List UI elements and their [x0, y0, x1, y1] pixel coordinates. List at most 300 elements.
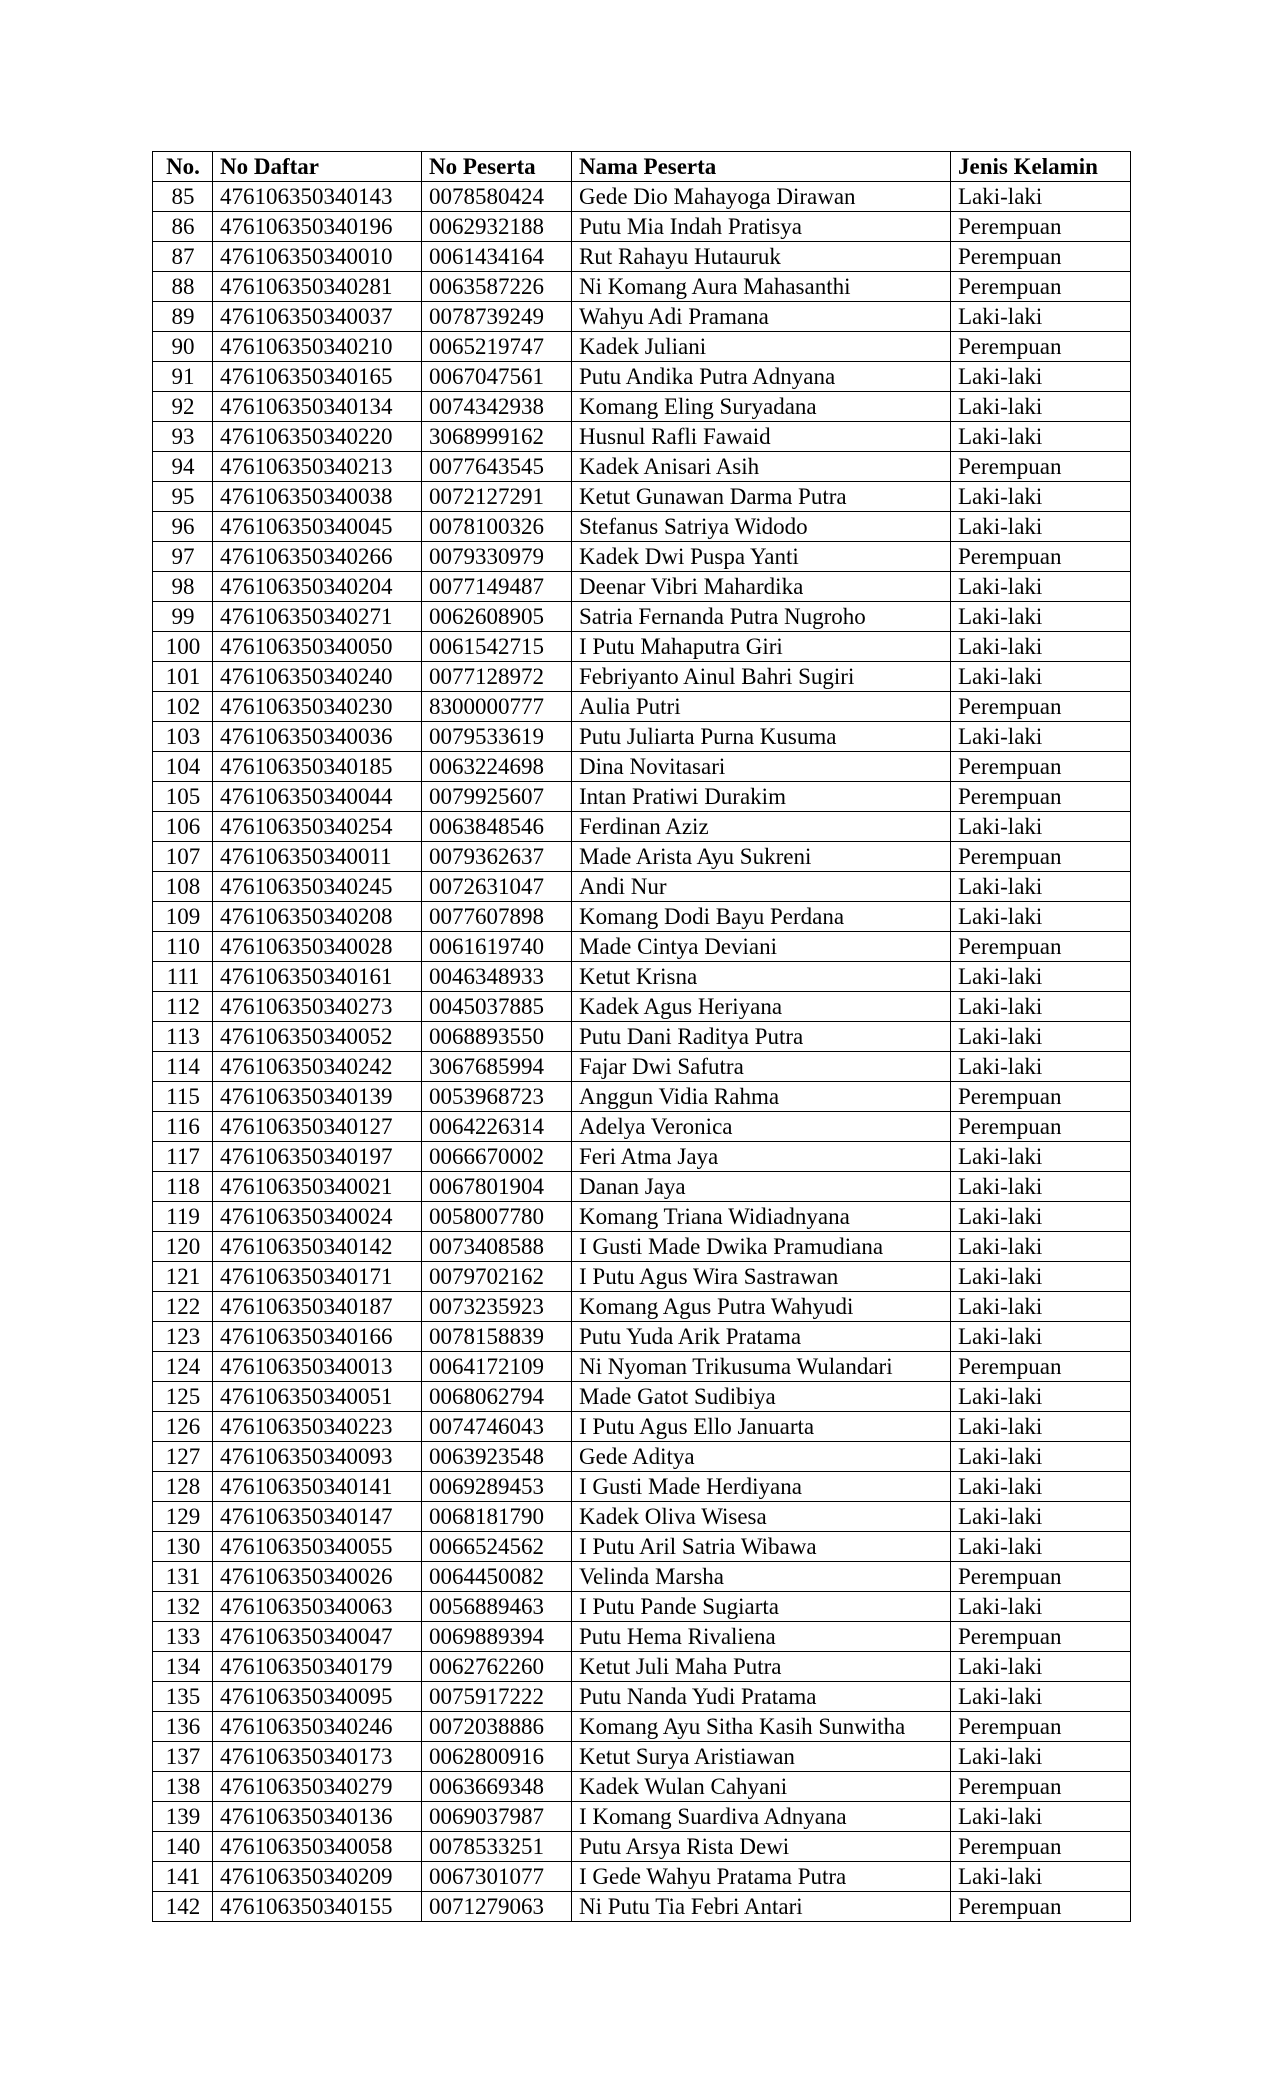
table-row: [153, 842, 1131, 872]
cell-nama-peserta: Anggun Vidia Rahma: [572, 1082, 951, 1112]
cell-nama-peserta: Putu Yuda Arik Pratama: [572, 1322, 951, 1352]
table-row: [153, 1622, 1131, 1652]
cell-nama-peserta: Ni Nyoman Trikusuma Wulandari: [572, 1352, 951, 1382]
cell-jenis-kelamin: Laki-laki: [951, 1472, 1131, 1502]
cell-no-peserta: 0066670002: [422, 1142, 572, 1172]
cell-no-daftar: 476106350340063: [213, 1592, 422, 1622]
cell-no-daftar: 476106350340052: [213, 1022, 422, 1052]
cell-nama-peserta: Stefanus Satriya Widodo: [572, 512, 951, 542]
cell-jenis-kelamin: Laki-laki: [951, 602, 1131, 632]
cell-jenis-kelamin: Perempuan: [951, 242, 1131, 272]
cell-no-peserta: 0064172109: [422, 1352, 572, 1382]
cell-nama-peserta: Fajar Dwi Safutra: [572, 1052, 951, 1082]
table-row: [153, 512, 1131, 542]
cell-no-daftar: 476106350340271: [213, 602, 422, 632]
table-row: [153, 1082, 1131, 1112]
cell-no-peserta: 0079362637: [422, 842, 572, 872]
cell-jenis-kelamin: Laki-laki: [951, 1262, 1131, 1292]
table-row: [153, 542, 1131, 572]
table-row: [153, 1262, 1131, 1292]
cell-no-daftar: 476106350340246: [213, 1712, 422, 1742]
cell-jenis-kelamin: Laki-laki: [951, 1862, 1131, 1892]
cell-no-daftar: 476106350340196: [213, 212, 422, 242]
cell-jenis-kelamin: Laki-laki: [951, 1202, 1131, 1232]
table-row: [153, 1022, 1131, 1052]
table-row: [153, 1592, 1131, 1622]
table-header: [153, 152, 1131, 182]
cell-no-peserta: 0064226314: [422, 1112, 572, 1142]
cell-no-peserta: 0079533619: [422, 722, 572, 752]
cell-no: 109: [153, 902, 213, 932]
cell-no-daftar: 476106350340187: [213, 1292, 422, 1322]
cell-no: 90: [153, 332, 213, 362]
table-row: [153, 1322, 1131, 1352]
cell-no-peserta: 0079702162: [422, 1262, 572, 1292]
cell-nama-peserta: Dina Novitasari: [572, 752, 951, 782]
cell-no: 115: [153, 1082, 213, 1112]
cell-no-daftar: 476106350340210: [213, 332, 422, 362]
cell-no-peserta: 0078580424: [422, 182, 572, 212]
cell-nama-peserta: Ketut Gunawan Darma Putra: [572, 482, 951, 512]
cell-nama-peserta: Intan Pratiwi Durakim: [572, 782, 951, 812]
cell-no: 124: [153, 1352, 213, 1382]
cell-no-peserta: 0077128972: [422, 662, 572, 692]
cell-no-daftar: 476106350340058: [213, 1832, 422, 1862]
cell-jenis-kelamin: Laki-laki: [951, 1592, 1131, 1622]
cell-no: 87: [153, 242, 213, 272]
cell-jenis-kelamin: Laki-laki: [951, 1532, 1131, 1562]
cell-no-daftar: 476106350340010: [213, 242, 422, 272]
table-row: [153, 362, 1131, 392]
cell-nama-peserta: Ni Putu Tia Febri Antari: [572, 1892, 951, 1922]
table-row: [153, 1442, 1131, 1472]
cell-no-daftar: 476106350340230: [213, 692, 422, 722]
cell-no-peserta: 0078739249: [422, 302, 572, 332]
header-jenis-kelamin: Jenis Kelamin: [951, 152, 1131, 182]
cell-no-peserta: 0063224698: [422, 752, 572, 782]
cell-no-daftar: 476106350340147: [213, 1502, 422, 1532]
cell-nama-peserta: Ni Komang Aura Mahasanthi: [572, 272, 951, 302]
cell-no-peserta: 0062608905: [422, 602, 572, 632]
cell-no: 88: [153, 272, 213, 302]
cell-no-daftar: 476106350340279: [213, 1772, 422, 1802]
table-row: [153, 482, 1131, 512]
cell-no-peserta: 0068181790: [422, 1502, 572, 1532]
cell-jenis-kelamin: Laki-laki: [951, 1442, 1131, 1472]
cell-no-daftar: 476106350340273: [213, 992, 422, 1022]
table-row: [153, 872, 1131, 902]
table-row: [153, 752, 1131, 782]
table-row: [153, 722, 1131, 752]
cell-no: 99: [153, 602, 213, 632]
table-row: [153, 1502, 1131, 1532]
table-row: [153, 392, 1131, 422]
cell-no: 134: [153, 1652, 213, 1682]
cell-nama-peserta: I Gusti Made Dwika Pramudiana: [572, 1232, 951, 1262]
cell-jenis-kelamin: Laki-laki: [951, 482, 1131, 512]
cell-jenis-kelamin: Laki-laki: [951, 902, 1131, 932]
table-row: [153, 332, 1131, 362]
table-row: [153, 1652, 1131, 1682]
table-row: [153, 242, 1131, 272]
cell-no: 129: [153, 1502, 213, 1532]
cell-no-daftar: 476106350340240: [213, 662, 422, 692]
cell-jenis-kelamin: Laki-laki: [951, 1232, 1131, 1262]
cell-jenis-kelamin: Laki-laki: [951, 1682, 1131, 1712]
cell-jenis-kelamin: Laki-laki: [951, 422, 1131, 452]
cell-nama-peserta: I Putu Aril Satria Wibawa: [572, 1532, 951, 1562]
cell-no-daftar: 476106350340028: [213, 932, 422, 962]
cell-nama-peserta: Kadek Juliani: [572, 332, 951, 362]
cell-no: 94: [153, 452, 213, 482]
cell-jenis-kelamin: Perempuan: [951, 1562, 1131, 1592]
cell-no: 140: [153, 1832, 213, 1862]
cell-no-peserta: 0078100326: [422, 512, 572, 542]
table-row: [153, 1382, 1131, 1412]
cell-jenis-kelamin: Laki-laki: [951, 1742, 1131, 1772]
cell-jenis-kelamin: Laki-laki: [951, 1652, 1131, 1682]
cell-nama-peserta: Wahyu Adi Pramana: [572, 302, 951, 332]
cell-no: 139: [153, 1802, 213, 1832]
table-row: [153, 1772, 1131, 1802]
cell-jenis-kelamin: Perempuan: [951, 1352, 1131, 1382]
cell-nama-peserta: Febriyanto Ainul Bahri Sugiri: [572, 662, 951, 692]
cell-no-peserta: 0078533251: [422, 1832, 572, 1862]
cell-nama-peserta: Komang Ayu Sitha Kasih Sunwitha: [572, 1712, 951, 1742]
cell-no-daftar: 476106350340127: [213, 1112, 422, 1142]
cell-no-peserta: 0078158839: [422, 1322, 572, 1352]
cell-no-peserta: 0069289453: [422, 1472, 572, 1502]
table-row: [153, 212, 1131, 242]
cell-no-daftar: 476106350340245: [213, 872, 422, 902]
cell-no-peserta: 8300000777: [422, 692, 572, 722]
table-row: [153, 932, 1131, 962]
cell-no: 108: [153, 872, 213, 902]
cell-nama-peserta: Kadek Oliva Wisesa: [572, 1502, 951, 1532]
cell-no: 118: [153, 1172, 213, 1202]
cell-nama-peserta: Komang Eling Suryadana: [572, 392, 951, 422]
cell-nama-peserta: I Putu Agus Ello Januarta: [572, 1412, 951, 1442]
cell-no-daftar: 476106350340136: [213, 1802, 422, 1832]
cell-jenis-kelamin: Perempuan: [951, 752, 1131, 782]
cell-no-peserta: 0061542715: [422, 632, 572, 662]
cell-no: 131: [153, 1562, 213, 1592]
cell-no-daftar: 476106350340142: [213, 1232, 422, 1262]
cell-no: 105: [153, 782, 213, 812]
header-row: [153, 152, 1131, 182]
cell-no-peserta: 0067301077: [422, 1862, 572, 1892]
cell-no-daftar: 476106350340161: [213, 962, 422, 992]
cell-no: 142: [153, 1892, 213, 1922]
table-row: [153, 1412, 1131, 1442]
cell-nama-peserta: Deenar Vibri Mahardika: [572, 572, 951, 602]
cell-no: 96: [153, 512, 213, 542]
table-row: [153, 1292, 1131, 1322]
cell-no-peserta: 0063923548: [422, 1442, 572, 1472]
cell-nama-peserta: Made Arista Ayu Sukreni: [572, 842, 951, 872]
cell-no-daftar: 476106350340045: [213, 512, 422, 542]
cell-no-peserta: 0067801904: [422, 1172, 572, 1202]
cell-nama-peserta: Putu Andika Putra Adnyana: [572, 362, 951, 392]
cell-no: 92: [153, 392, 213, 422]
cell-no: 119: [153, 1202, 213, 1232]
table-row: [153, 1142, 1131, 1172]
cell-nama-peserta: I Komang Suardiva Adnyana: [572, 1802, 951, 1832]
cell-nama-peserta: Aulia Putri: [572, 692, 951, 722]
cell-jenis-kelamin: Perempuan: [951, 1082, 1131, 1112]
cell-jenis-kelamin: Laki-laki: [951, 572, 1131, 602]
cell-no-daftar: 476106350340021: [213, 1172, 422, 1202]
cell-no-daftar: 476106350340013: [213, 1352, 422, 1382]
cell-no: 128: [153, 1472, 213, 1502]
cell-no-peserta: 0063848546: [422, 812, 572, 842]
cell-no: 123: [153, 1322, 213, 1352]
cell-jenis-kelamin: Laki-laki: [951, 812, 1131, 842]
cell-no-peserta: 0073408588: [422, 1232, 572, 1262]
cell-no: 114: [153, 1052, 213, 1082]
header-no-peserta: No Peserta: [422, 152, 572, 182]
cell-no-daftar: 476106350340254: [213, 812, 422, 842]
cell-no-peserta: 0071279063: [422, 1892, 572, 1922]
cell-nama-peserta: I Gusti Made Herdiyana: [572, 1472, 951, 1502]
table-row: [153, 1892, 1131, 1922]
cell-no-peserta: 0058007780: [422, 1202, 572, 1232]
table-row: [153, 602, 1131, 632]
header-no: No.: [153, 152, 213, 182]
cell-no: 117: [153, 1142, 213, 1172]
cell-no: 137: [153, 1742, 213, 1772]
cell-nama-peserta: Kadek Wulan Cahyani: [572, 1772, 951, 1802]
cell-no: 103: [153, 722, 213, 752]
table-row: [153, 272, 1131, 302]
cell-nama-peserta: Kadek Anisari Asih: [572, 452, 951, 482]
cell-no: 102: [153, 692, 213, 722]
cell-no-peserta: 0062762260: [422, 1652, 572, 1682]
cell-no-daftar: 476106350340095: [213, 1682, 422, 1712]
cell-no: 100: [153, 632, 213, 662]
cell-jenis-kelamin: Perempuan: [951, 1832, 1131, 1862]
header-nama-peserta: Nama Peserta: [572, 152, 951, 182]
cell-no-peserta: 0046348933: [422, 962, 572, 992]
table-row: [153, 992, 1131, 1022]
cell-jenis-kelamin: Perempuan: [951, 452, 1131, 482]
cell-no: 91: [153, 362, 213, 392]
cell-no-peserta: 3067685994: [422, 1052, 572, 1082]
cell-no-daftar: 476106350340038: [213, 482, 422, 512]
cell-no-daftar: 476106350340208: [213, 902, 422, 932]
cell-jenis-kelamin: Perempuan: [951, 542, 1131, 572]
cell-jenis-kelamin: Laki-laki: [951, 362, 1131, 392]
cell-no-daftar: 476106350340024: [213, 1202, 422, 1232]
table-row: [153, 1232, 1131, 1262]
cell-no-peserta: 0062932188: [422, 212, 572, 242]
cell-nama-peserta: Adelya Veronica: [572, 1112, 951, 1142]
table-row: [153, 452, 1131, 482]
cell-nama-peserta: Feri Atma Jaya: [572, 1142, 951, 1172]
table-row: [153, 1352, 1131, 1382]
cell-no-daftar: 476106350340213: [213, 452, 422, 482]
cell-no-daftar: 476106350340055: [213, 1532, 422, 1562]
cell-no-daftar: 476106350340197: [213, 1142, 422, 1172]
cell-jenis-kelamin: Perempuan: [951, 782, 1131, 812]
cell-nama-peserta: Putu Juliarta Purna Kusuma: [572, 722, 951, 752]
table-row: [153, 1862, 1131, 1892]
cell-jenis-kelamin: Perempuan: [951, 212, 1131, 242]
cell-no-daftar: 476106350340179: [213, 1652, 422, 1682]
cell-jenis-kelamin: Laki-laki: [951, 1022, 1131, 1052]
cell-no-daftar: 476106350340171: [213, 1262, 422, 1292]
cell-jenis-kelamin: Perempuan: [951, 272, 1131, 302]
cell-no-peserta: 0077607898: [422, 902, 572, 932]
cell-nama-peserta: Gede Aditya: [572, 1442, 951, 1472]
cell-jenis-kelamin: Perempuan: [951, 842, 1131, 872]
cell-no: 101: [153, 662, 213, 692]
table-row: [153, 812, 1131, 842]
cell-no-daftar: 476106350340242: [213, 1052, 422, 1082]
cell-nama-peserta: Ferdinan Aziz: [572, 812, 951, 842]
cell-nama-peserta: Made Gatot Sudibiya: [572, 1382, 951, 1412]
cell-jenis-kelamin: Laki-laki: [951, 1172, 1131, 1202]
cell-no: 86: [153, 212, 213, 242]
cell-jenis-kelamin: Laki-laki: [951, 1802, 1131, 1832]
cell-no-daftar: 476106350340093: [213, 1442, 422, 1472]
cell-no-daftar: 476106350340141: [213, 1472, 422, 1502]
cell-no: 93: [153, 422, 213, 452]
header-no-daftar: No Daftar: [213, 152, 422, 182]
cell-jenis-kelamin: Perempuan: [951, 1772, 1131, 1802]
cell-no-peserta: 0077149487: [422, 572, 572, 602]
table-row: [153, 632, 1131, 662]
cell-no-peserta: 0077643545: [422, 452, 572, 482]
cell-jenis-kelamin: Perempuan: [951, 332, 1131, 362]
cell-no-peserta: 0075917222: [422, 1682, 572, 1712]
cell-no-daftar: 476106350340134: [213, 392, 422, 422]
cell-no: 113: [153, 1022, 213, 1052]
cell-jenis-kelamin: Laki-laki: [951, 1142, 1131, 1172]
table-row: [153, 1562, 1131, 1592]
cell-no: 89: [153, 302, 213, 332]
cell-no-daftar: 476106350340185: [213, 752, 422, 782]
cell-nama-peserta: Komang Triana Widiadnyana: [572, 1202, 951, 1232]
cell-no: 85: [153, 182, 213, 212]
cell-no-peserta: 0072038886: [422, 1712, 572, 1742]
cell-no-daftar: 476106350340209: [213, 1862, 422, 1892]
cell-nama-peserta: Ketut Juli Maha Putra: [572, 1652, 951, 1682]
cell-nama-peserta: Komang Agus Putra Wahyudi: [572, 1292, 951, 1322]
cell-nama-peserta: I Putu Mahaputra Giri: [572, 632, 951, 662]
cell-no: 135: [153, 1682, 213, 1712]
cell-no-daftar: 476106350340266: [213, 542, 422, 572]
cell-no: 95: [153, 482, 213, 512]
cell-no: 125: [153, 1382, 213, 1412]
cell-jenis-kelamin: Laki-laki: [951, 182, 1131, 212]
cell-jenis-kelamin: Perempuan: [951, 1892, 1131, 1922]
table-row: [153, 182, 1131, 212]
table-row: [153, 1802, 1131, 1832]
cell-no-daftar: 476106350340220: [213, 422, 422, 452]
table-row: [153, 782, 1131, 812]
cell-jenis-kelamin: Laki-laki: [951, 1412, 1131, 1442]
cell-nama-peserta: Putu Mia Indah Pratisya: [572, 212, 951, 242]
cell-nama-peserta: Ketut Surya Aristiawan: [572, 1742, 951, 1772]
cell-no-peserta: 0068062794: [422, 1382, 572, 1412]
table-row: [153, 1052, 1131, 1082]
cell-no: 133: [153, 1622, 213, 1652]
table-row: [153, 1682, 1131, 1712]
cell-jenis-kelamin: Laki-laki: [951, 1382, 1131, 1412]
cell-nama-peserta: I Putu Pande Sugiarta: [572, 1592, 951, 1622]
cell-no-peserta: 0065219747: [422, 332, 572, 362]
cell-nama-peserta: I Gede Wahyu Pratama Putra: [572, 1862, 951, 1892]
cell-no-peserta: 0079330979: [422, 542, 572, 572]
cell-jenis-kelamin: Perempuan: [951, 1112, 1131, 1142]
cell-jenis-kelamin: Laki-laki: [951, 632, 1131, 662]
cell-no: 112: [153, 992, 213, 1022]
cell-no-daftar: 476106350340050: [213, 632, 422, 662]
cell-jenis-kelamin: Laki-laki: [951, 662, 1131, 692]
cell-no-daftar: 476106350340143: [213, 182, 422, 212]
cell-no-daftar: 476106350340026: [213, 1562, 422, 1592]
table-row: [153, 1832, 1131, 1862]
cell-jenis-kelamin: Laki-laki: [951, 872, 1131, 902]
table-row: [153, 962, 1131, 992]
cell-nama-peserta: Velinda Marsha: [572, 1562, 951, 1592]
cell-jenis-kelamin: Laki-laki: [951, 1502, 1131, 1532]
cell-no-peserta: 0066524562: [422, 1532, 572, 1562]
cell-no-peserta: 0074746043: [422, 1412, 572, 1442]
cell-no: 126: [153, 1412, 213, 1442]
cell-no-daftar: 476106350340139: [213, 1082, 422, 1112]
cell-jenis-kelamin: Laki-laki: [951, 722, 1131, 752]
cell-jenis-kelamin: Perempuan: [951, 1622, 1131, 1652]
table-row: [153, 302, 1131, 332]
cell-no: 127: [153, 1442, 213, 1472]
cell-jenis-kelamin: Laki-laki: [951, 962, 1131, 992]
cell-no-daftar: 476106350340223: [213, 1412, 422, 1442]
cell-jenis-kelamin: Laki-laki: [951, 512, 1131, 542]
cell-no-peserta: 0074342938: [422, 392, 572, 422]
cell-jenis-kelamin: Laki-laki: [951, 302, 1131, 332]
cell-jenis-kelamin: Laki-laki: [951, 1052, 1131, 1082]
table-body: [153, 182, 1131, 1922]
cell-nama-peserta: Putu Dani Raditya Putra: [572, 1022, 951, 1052]
cell-no-daftar: 476106350340051: [213, 1382, 422, 1412]
cell-no-peserta: 0072127291: [422, 482, 572, 512]
cell-nama-peserta: Kadek Dwi Puspa Yanti: [572, 542, 951, 572]
table-row: [153, 1472, 1131, 1502]
cell-jenis-kelamin: Laki-laki: [951, 1292, 1131, 1322]
cell-nama-peserta: Putu Nanda Yudi Pratama: [572, 1682, 951, 1712]
cell-no-peserta: 0061619740: [422, 932, 572, 962]
cell-no: 136: [153, 1712, 213, 1742]
table-row: [153, 1202, 1131, 1232]
table-row: [153, 662, 1131, 692]
cell-nama-peserta: Danan Jaya: [572, 1172, 951, 1202]
table-row: [153, 902, 1131, 932]
cell-nama-peserta: Ketut Krisna: [572, 962, 951, 992]
cell-nama-peserta: Satria Fernanda Putra Nugroho: [572, 602, 951, 632]
cell-no-peserta: 0068893550: [422, 1022, 572, 1052]
cell-jenis-kelamin: Perempuan: [951, 1712, 1131, 1742]
cell-no-peserta: 0045037885: [422, 992, 572, 1022]
cell-nama-peserta: Putu Arsya Rista Dewi: [572, 1832, 951, 1862]
cell-nama-peserta: Andi Nur: [572, 872, 951, 902]
cell-nama-peserta: Husnul Rafli Fawaid: [572, 422, 951, 452]
cell-no-daftar: 476106350340165: [213, 362, 422, 392]
cell-no-peserta: 3068999162: [422, 422, 572, 452]
cell-no: 116: [153, 1112, 213, 1142]
cell-no-daftar: 476106350340155: [213, 1892, 422, 1922]
